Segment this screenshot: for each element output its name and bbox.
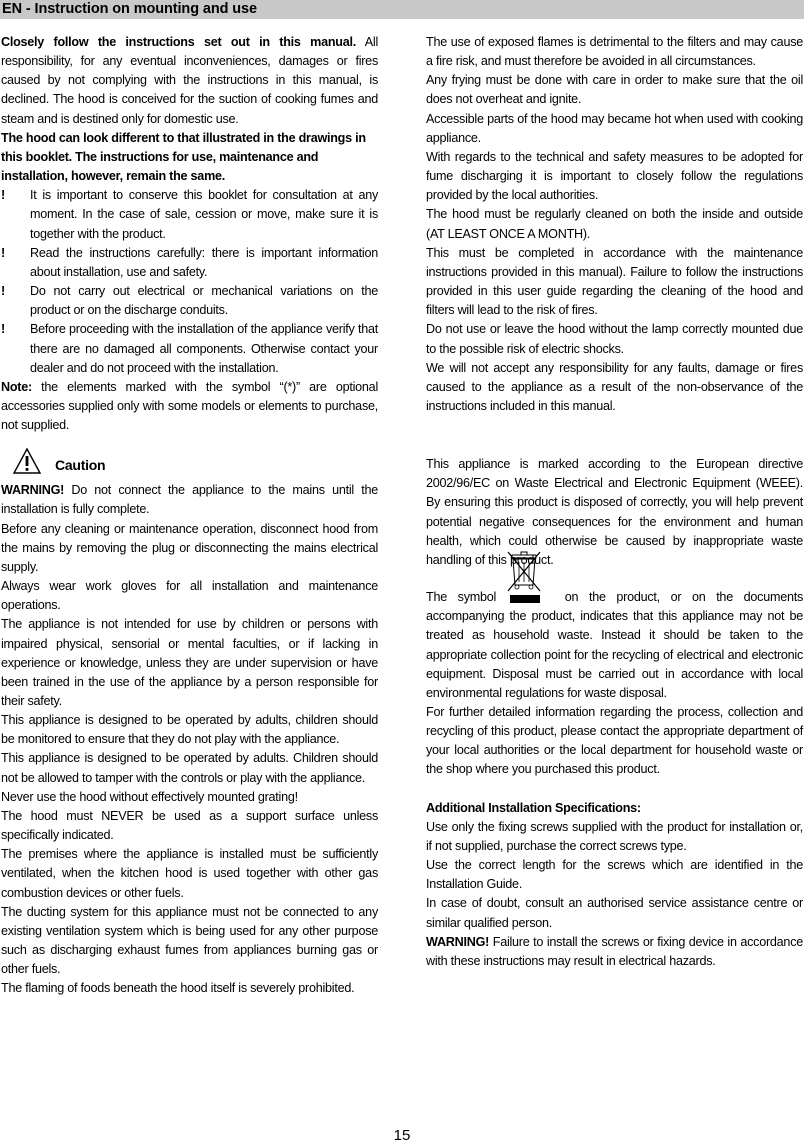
warning-text: Do not connect the appliance to the mains until the installation is fully complete. [1,483,378,517]
symbol-after: on the product, or on the documents accompanying the product, indicates that this appliance may not be treated as household waste. Instead it should be taken to the appropriate collection point for the recycling of electrical and electronic equipment. Disposal must be carried out in accordance with local environmental regulations for waste disposal. [426,590,803,700]
final-warning-text: Failure to install the screws or fixing device in accordance with these instructions may result in electrical hazards. [426,934,803,968]
list-item [1,186,378,243]
symbol-before: The symbol [426,590,497,605]
paragraph: The flaming of foods beneath the hood itself is severely prohibited. [1,981,355,996]
paragraph: The use of exposed flames is detrimental to the filters and may cause a fire risk, and must therefore be avoided in all circumstances. [426,35,803,69]
paragraph: Any frying must be done with care in order to make sure that the oil does not overheat and ignite. [426,73,803,107]
weee-paragraph: This appliance is marked according to the European directive 2002/96/EC on Waste Electrical and Electronic Equipment (WEEE). By ensuring this product is disposed of correctly, you will help prevent potential negative consequences for the environment and human health, which could otherwise be caused by inappropriate waste handling of this product. [426,457,803,567]
warning-label: WARNING! [1,483,65,498]
paragraph: The appliance is not intended for use by children or persons with impaired physical, sensorial or mental faculties, or if lacking in experience or knowledge, unless they are under supervision or have been trained in the use of the appliance by a person responsible for their safety. [1,617,378,708]
crossed-bin-icon [502,591,548,607]
page-title: EN - Instruction on mounting and use [2,1,257,17]
paragraph: Accessible parts of the hood may became hot when used with cooking appliance. [426,111,803,145]
paragraph: Always wear work gloves for all installation and maintenance operations. [1,579,378,613]
header-bar [0,0,804,19]
paragraph: This must be completed in accordance with the maintenance instructions provided in this manual). Failure to follow the instructions provided in this user guide regarding the cleaning of the hood and filters will lead to the risk of fires. [426,245,803,318]
page-number: 15 [393,1127,411,1144]
intro-bold: Closely follow the instructions set out in this manual. [1,35,356,49]
spacer [426,570,803,588]
note-label: Note: [1,379,32,394]
bullet-text: Do not carry out electrical or mechanical variations on the product or on the discharge conduits. [30,284,378,318]
bullet-text: It is important to conserve this booklet for consultation at any moment. In the case of sale, cession or move, make sure it is together with the product. [30,188,378,241]
paragraph: The hood must NEVER be used as a support surface unless specifically indicated. [1,808,378,843]
exclamation-mark: ! [1,284,5,299]
paragraph: Before any cleaning or maintenance operation, disconnect hood from the mains by removing the plug or disconnecting the mains electrical supply. [1,521,378,574]
exclamation-mark: ! [1,245,5,260]
paragraph: The hood must be regularly cleaned on both the inside and outside (AT LEAST ONCE A MONTH). [426,207,803,241]
warning-triangle-icon [13,448,41,474]
right-column [426,33,803,971]
paragraph: Never use the hood without effectively mounted grating! [1,789,298,804]
further-info-paragraph: For further detailed information regarding the process, collection and recycling of this product, please contact the appropriate department of your local authorities or the local department for household waste or the shop where you purchased this product. [426,705,803,777]
intro-rest: All responsibility, for any eventual inconveniences, damages or fires caused by not complying with the instructions in this manual, is declined. The hood is conceived for the suction of cooking fumes and steam and is destined only for domestic use. [1,35,378,126]
paragraph: The ducting system for this appliance must not be connected to any existing ventilation system which is being used for any other purpose such as discharging exhaust fumes from appliances burning gas or other fuels. [1,904,378,977]
list-item [1,320,378,377]
left-column [1,33,378,999]
bullet-text: Before proceeding with the installation of the appliance verify that there are no damaged all components. Otherwise contact your dealer and do not proceed with the installation. [30,322,378,375]
final-warning-label: WARNING! [426,934,490,949]
paragraph: This appliance is designed to be operated by adults. Children should not be allowed to tamper with the controls or play with the appliance. [1,751,378,785]
intro-paragraph [1,33,378,129]
additional-specs-heading: Additional Installation Specifications: [426,800,641,815]
paragraph: Use the correct length for the screws which are identified in the Installation Guide. [426,858,803,892]
final-warning-paragraph [426,933,803,971]
warning-paragraph [1,481,378,519]
exclamation-mark: ! [1,322,5,337]
notice-paragraph: The hood can look different to that illustrated in the drawings in this booklet. The instructions for use, maintenance and installation, however, remain the same. [1,130,366,184]
paragraph: The premises where the appliance is installed must be sufficiently ventilated, when the kitchen hood is used together with other gas combustion devices or other fuels. [1,847,378,900]
spacer [426,416,803,455]
caution-heading [1,441,378,481]
paragraph: Do not use or leave the hood without the lamp correctly mounted due to the possible risk of electric shocks. [426,322,803,356]
exclamation-mark: ! [1,188,5,203]
paragraph: We will not accept any responsibility for any faults, damage or fires caused to the appliance as a result of the non-observance of the instructions included in this manual. [426,360,803,413]
bullet-text: Read the instructions carefully: there is important information about installation, use and safety. [30,245,378,279]
list-item [1,282,378,320]
paragraph: Use only the fixing screws supplied with the product for installation or, if not supplied, purchase the correct screws type. [426,819,803,853]
note-text: the elements marked with the symbol “(*)” are optional accessories supplied only with some models or elements to purchase, not supplied. [1,379,378,433]
symbol-paragraph [426,588,803,703]
caution-label: Caution [55,456,106,473]
paragraph: With regards to the technical and safety measures to be adopted for fume discharging it is important to closely follow the regulations provided by the local authorities. [426,149,803,203]
note-paragraph [1,378,378,435]
list-item [1,244,378,282]
paragraph: In case of doubt, consult an authorised service assistance centre or similar qualified person. [426,896,803,930]
spacer [426,780,803,799]
paragraph: This appliance is designed to be operated by adults, children should be monitored to ensure that they do not play with the appliance. [1,713,378,747]
